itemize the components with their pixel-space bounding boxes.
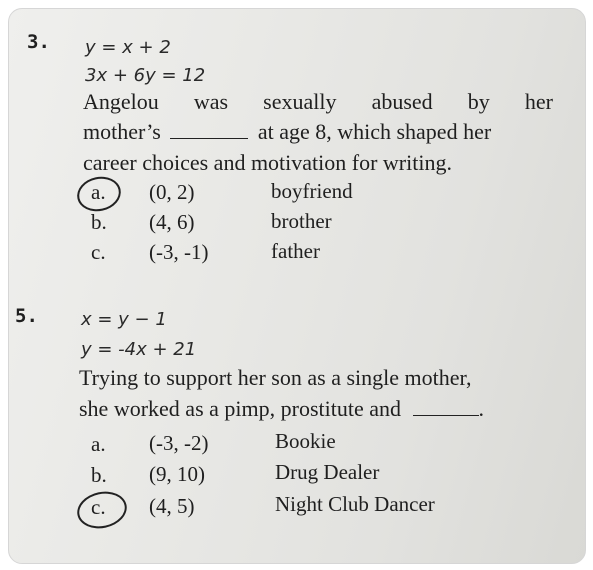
q3-word: Angelou (83, 89, 159, 114)
q5-option-a-point: (-3, -2) (149, 431, 209, 455)
q5-text-line-1: Trying to support her son as a single mother, (79, 365, 472, 390)
q5-option-b-letter: b. (91, 463, 107, 487)
question-5-number: 5. (15, 305, 38, 327)
q3-answer-blank (170, 138, 248, 139)
q5-option-c-answer: Night Club Dancer (275, 492, 435, 516)
q5-equation-2: y = -4x + 21 (81, 339, 197, 360)
q3-option-b-answer: brother (271, 209, 332, 233)
q5-line2-end: . (478, 396, 484, 421)
q3-text-line-2 (83, 119, 491, 145)
worksheet-photo (8, 8, 586, 564)
q3-text-line-1 (83, 89, 553, 115)
q3-equation-1: y = x + 2 (85, 37, 171, 58)
q3-option-b-point: (4, 6) (149, 210, 195, 234)
q5-equation-1: x = y − 1 (81, 309, 167, 330)
q3-option-c-answer: father (271, 239, 320, 263)
q3-equation-2: 3x + 6y = 12 (85, 65, 206, 86)
q5-text-line-2 (79, 396, 484, 422)
q3-line2-start: mother’s (83, 119, 161, 144)
q3-word: by (467, 89, 490, 114)
q3-option-c-letter: c. (91, 240, 106, 264)
q5-option-a-answer: Bookie (275, 429, 336, 453)
q3-line2-end: at age 8, which shaped her (257, 119, 492, 144)
q5-option-b-point: (9, 10) (149, 462, 205, 486)
q5-answer-circle (74, 487, 130, 533)
q3-option-c-point: (-3, -1) (149, 240, 209, 264)
q3-option-a-letter: a. (91, 180, 106, 204)
q3-option-a-point: (0, 2) (149, 180, 195, 204)
q5-option-a-letter: a. (91, 432, 106, 456)
q3-text-line-3: career choices and motivation for writing. (83, 150, 452, 175)
q3-option-b-letter: b. (91, 210, 107, 234)
q5-option-b-answer: Drug Dealer (275, 460, 380, 484)
q3-option-a-answer: boyfriend (271, 179, 353, 203)
q3-word: was (193, 89, 229, 114)
q5-answer-blank (413, 415, 479, 416)
question-3-number: 3. (27, 31, 50, 53)
q5-option-c-letter: c. (91, 495, 106, 519)
q5-line2-start: she worked as a pimp, prostitute and (79, 396, 401, 421)
q3-answer-circle (74, 173, 124, 215)
q3-word: her (524, 89, 553, 114)
q3-word: abused (371, 89, 433, 114)
q3-word: sexually (263, 89, 337, 114)
q5-option-c-point: (4, 5) (149, 494, 195, 518)
